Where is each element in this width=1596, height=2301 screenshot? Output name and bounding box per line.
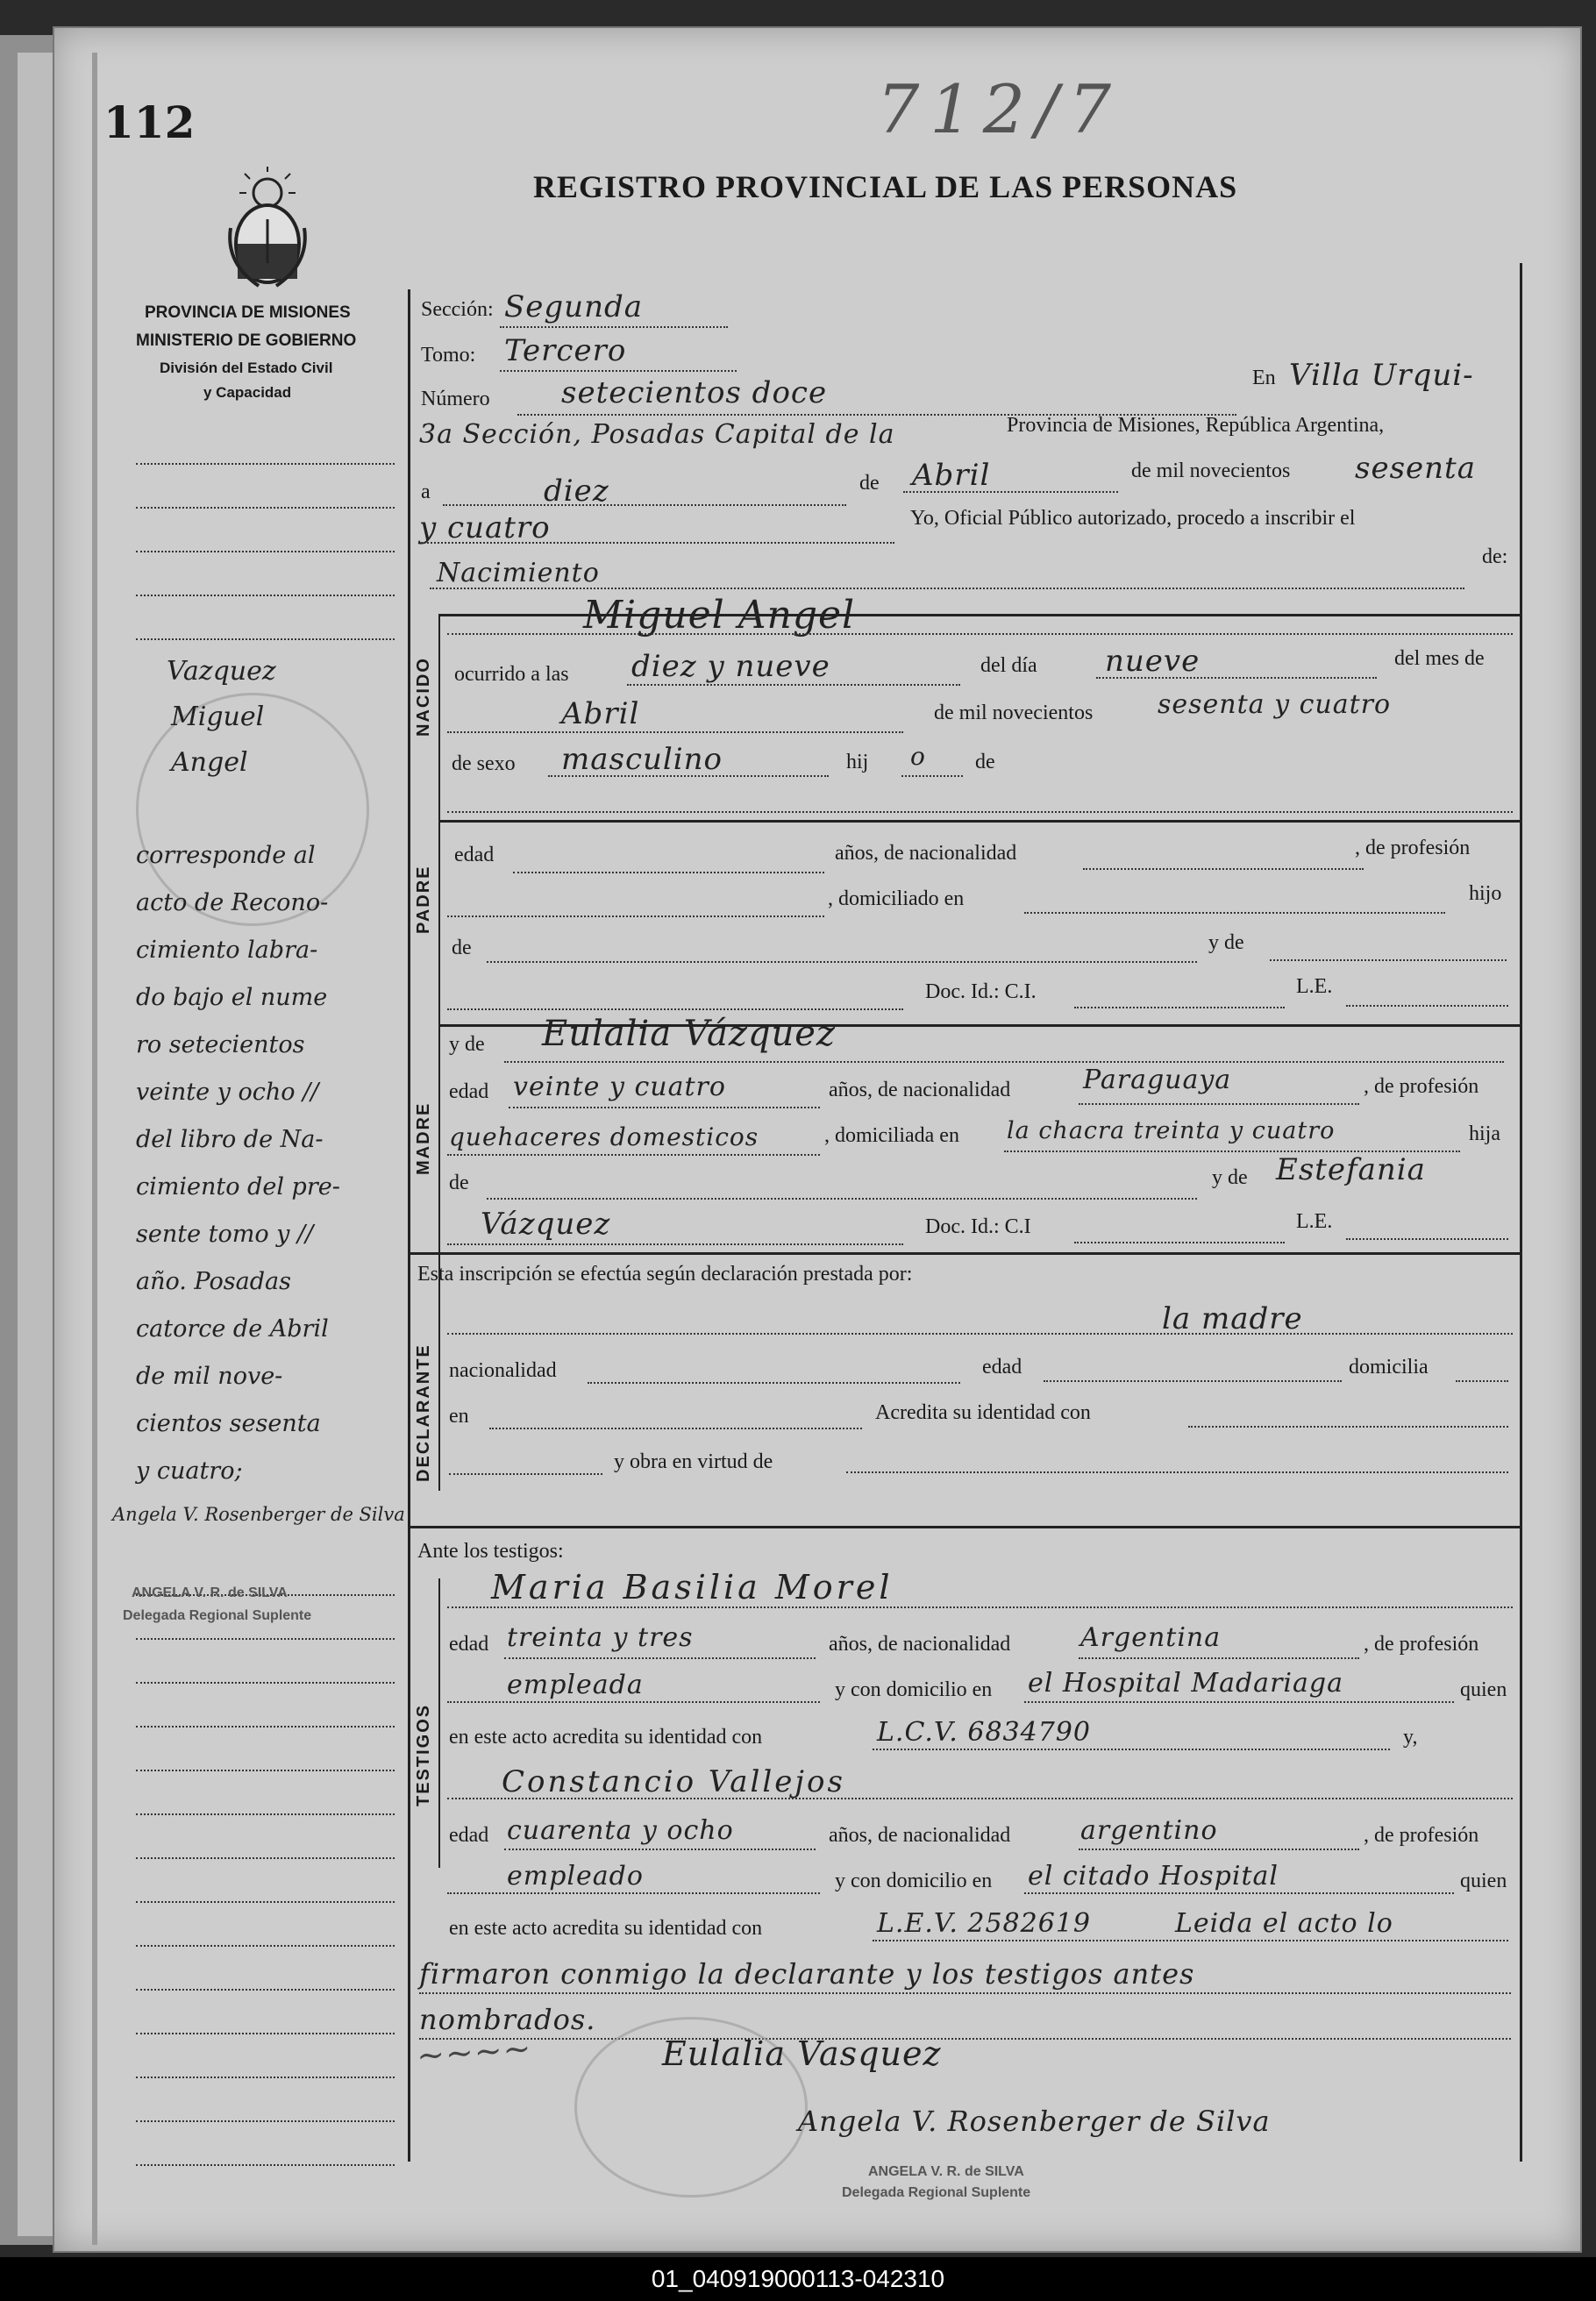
authority-division: División del Estado Civil (160, 360, 333, 376)
anio-value: sesenta (1355, 451, 1476, 486)
nacido-section-label: NACIDO (414, 657, 433, 737)
padre-dom-label: , domiciliado en (828, 887, 965, 910)
sexo-label: de sexo (452, 752, 516, 775)
madre-section-label: MADRE (414, 1101, 433, 1175)
margin-divider (408, 289, 410, 2162)
mil-label: de mil novecientos (934, 702, 1094, 724)
testigos-section-label: TESTIGOS (414, 1703, 433, 1806)
declarante-en-label: en (449, 1405, 469, 1428)
declarante-intro: Esta inscripción se efectúa según declaración prestada por: (417, 1263, 913, 1286)
testigo2-quien-label: quien (1460, 1870, 1507, 1892)
madre-dom-label: , domiciliada en (824, 1124, 959, 1147)
declarante-section-label: DECLARANTE (414, 1343, 433, 1482)
leida-text: Leida el acto lo (1175, 1908, 1393, 1939)
nacido-nombre: Miguel Angel (583, 593, 856, 638)
testigo2-dom: el citado Hospital (1028, 1861, 1279, 1891)
hijo-suffix: o (910, 742, 925, 771)
mes-value: Abril (912, 458, 991, 493)
abuela-nombre: Estefania (1276, 1152, 1426, 1187)
testigo1-edad-label: edad (449, 1633, 489, 1656)
testigo1-nac-label: años, de nacionalidad (829, 1633, 1011, 1656)
mes-nacimiento: Abril (561, 696, 640, 731)
declarante-divider (408, 1526, 1520, 1528)
testigo1-acredita-label: en este acto acredita su identidad con (449, 1726, 763, 1749)
testigo2-prof: empleado (507, 1861, 644, 1891)
madre-prof-value: quehaceres domesticos (449, 1122, 759, 1151)
de2-label: de: (1482, 545, 1508, 568)
tomo-value: Tercero (504, 333, 627, 368)
numero-value: setecientos doce (561, 375, 828, 410)
a-label: a (421, 481, 431, 503)
sexo-value: masculino (561, 742, 723, 777)
padre-le-label: L.E. (1296, 975, 1333, 998)
yo-text: Yo, Oficial Público autorizado, procedo a inscribir el (910, 507, 1356, 530)
declarante-domicilia-label: domicilia (1349, 1356, 1429, 1378)
authority-ministry: MINISTERIO DE GOBIERNO (136, 331, 357, 350)
document-title: REGISTRO PROVINCIAL DE LAS PERSONAS (533, 169, 1238, 204)
nombrados-text: nombrados. (419, 2003, 596, 2036)
testigo1-edad: treinta y tres (507, 1622, 694, 1653)
madre-de-label: de (449, 1172, 469, 1194)
en-value: Villa Urqui- (1289, 358, 1474, 393)
testigos-intro: Ante los testigos: (417, 1540, 564, 1563)
padre-nac-label: años, de nacionalidad (835, 842, 1017, 865)
de-label: de (859, 472, 880, 495)
madre-yde-label: y de (449, 1033, 485, 1056)
testigo2-dom-label: y con domicilio en (835, 1870, 993, 1892)
oficial-stamp-line2: Delegada Regional Suplente (842, 2185, 1031, 2200)
padre-prof-label: , de profesión (1355, 837, 1471, 859)
testigo1-nac: Argentina (1080, 1622, 1222, 1653)
madre-prof-label: , de profesión (1364, 1075, 1479, 1098)
padre-doc-label: Doc. Id.: C.I. (925, 980, 1037, 1003)
madre-dom-value: la chacra treinta y cuatro (1007, 1117, 1336, 1144)
madre-nac-label: años, de nacionalidad (829, 1079, 1011, 1101)
numero-label: Número (421, 388, 490, 410)
testigo2-acredita-label: en este acto acredita su identidad con (449, 1917, 763, 1940)
madre-hija-label: hija (1469, 1122, 1500, 1145)
previous-page-edge (18, 53, 54, 2236)
madre-edad-label: edad (449, 1080, 489, 1103)
testigo1-y-label: y, (1403, 1726, 1418, 1749)
hora-value: diez y nueve (631, 649, 830, 684)
page-number: 112 (103, 96, 196, 148)
padre-section-label: PADRE (414, 865, 433, 934)
testigo1-dom: el Hospital Madariaga (1028, 1668, 1343, 1699)
handwritten-record-number: 712/7 (877, 70, 1122, 148)
page-edge-shadow (92, 53, 97, 2245)
testigo1-prof: empleada (507, 1670, 644, 1700)
declarante-obra-label: y obra en virtud de (614, 1450, 773, 1473)
hijo-label: hij (846, 751, 869, 773)
oficial-signature: Angela V. Rosenberger de Silva (798, 2105, 1271, 2138)
testigo2-nombre: Constancio Vallejos (502, 1764, 845, 1799)
coat-of-arms-icon (224, 167, 311, 289)
madre-yde2-label: y de (1212, 1166, 1248, 1189)
place-value: 3a Sección, Posadas Capital de la (419, 419, 895, 450)
testigo2-doc: L.E.V. 2582619 (877, 1908, 1091, 1939)
witness-label-divider (438, 1578, 440, 1868)
testigo1-dom-label: y con domicilio en (835, 1678, 993, 1701)
firmaron-text: firmaron conmigo la declarante y los testigos antes (419, 1957, 1195, 1991)
en-label: En (1252, 367, 1276, 389)
testigo2-edad-label: edad (449, 1824, 489, 1847)
testigo2-prof-label: , de profesión (1364, 1824, 1479, 1847)
testigo1-nombre: Maria Basilia Morel (491, 1568, 894, 1606)
madre-le-label: L.E. (1296, 1210, 1333, 1233)
seccion-value: Segunda (504, 289, 644, 324)
testigo1-doc: L.C.V. 6834790 (877, 1717, 1091, 1748)
madre-nac-value: Paraguaya (1083, 1065, 1232, 1095)
madre-doc-label: Doc. Id.: C.I (925, 1215, 1031, 1238)
right-border (1520, 263, 1522, 2162)
del-mes-label: del mes de (1394, 647, 1485, 670)
anio-nacimiento: sesenta y cuatro (1158, 689, 1392, 720)
padre-de-label: de (452, 937, 472, 959)
testigo2-nac-label: años, de nacionalidad (829, 1824, 1011, 1847)
padre-yde-label: y de (1208, 931, 1244, 954)
tomo-label: Tomo: (421, 344, 476, 367)
abuela-apellido: Vázquez (481, 1207, 611, 1242)
nacido-divider (438, 820, 1520, 823)
authority-province: PROVINCIA DE MISIONES (145, 303, 351, 322)
authority-capacity: y Capacidad (203, 384, 292, 401)
mil-text: de mil novecientos (1131, 459, 1291, 482)
madre-edad-value: veinte y cuatro (513, 1072, 726, 1102)
ocurrido-label: ocurrido a las (454, 663, 569, 686)
dia-value: diez (544, 474, 609, 509)
dia-nacimiento: nueve (1105, 644, 1201, 679)
declarante-edad-label: edad (982, 1356, 1022, 1378)
madre-nombre: Eulalia Vázquez (542, 1014, 836, 1054)
declarante-nac-label: nacionalidad (449, 1359, 557, 1382)
provincia-text: Provincia de Misiones, República Argentina, (1007, 414, 1385, 437)
seccion-label: Sección: (421, 298, 494, 321)
testigo2-nac: argentino (1080, 1815, 1218, 1846)
madre-divider (408, 1252, 1520, 1255)
del-dia-label: del día (980, 654, 1037, 677)
declarante-acredita-label: Acredita su identidad con (875, 1401, 1091, 1424)
testigo1-quien-label: quien (1460, 1678, 1507, 1701)
nacido-de-label: de (975, 751, 995, 773)
declarante-quien: la madre (1162, 1301, 1303, 1336)
padre-edad-label: edad (454, 844, 495, 866)
testigo-signature: ~~~~ (415, 2028, 533, 2076)
section-label-divider (438, 614, 440, 1491)
margin-signature: Angela V. Rosenberger de Silva (112, 1504, 405, 1525)
testigo2-edad: cuarenta y ocho (507, 1815, 734, 1846)
oficial-stamp-line1: ANGELA V. R. de SILVA (868, 2164, 1024, 2179)
acto-value: Nacimiento (437, 558, 600, 588)
padre-hijo-label: hijo (1469, 882, 1502, 905)
anio-value-2: y cuatro (419, 510, 551, 545)
testigo1-prof-label: , de profesión (1364, 1633, 1479, 1656)
file-id-footer: 01_040919000113-042310 (0, 2257, 1596, 2301)
declarante-signature: Eulalia Vasquez (662, 2034, 942, 2073)
